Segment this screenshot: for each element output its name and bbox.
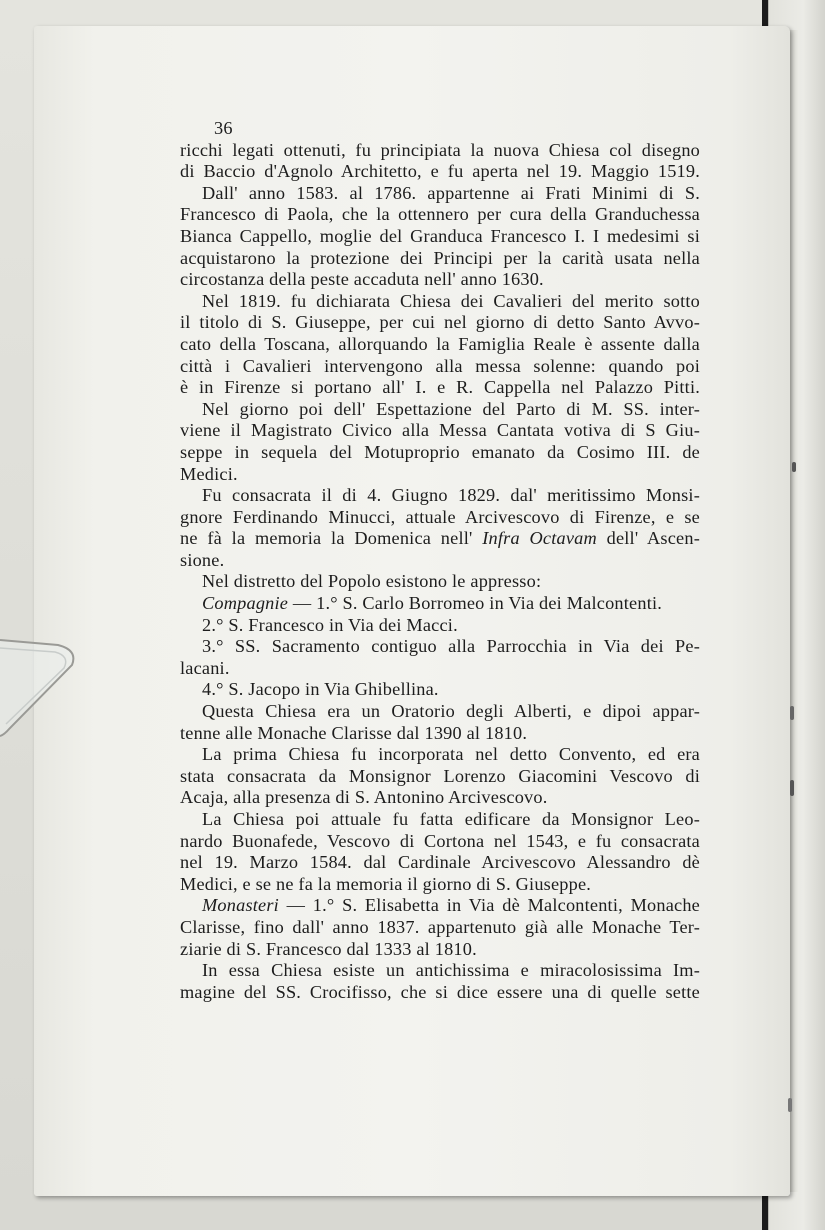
text-line: città i Cavalieri intervengono alla messa solenne: quando poi	[180, 355, 700, 376]
text-line: Bianca Cappello, moglie del Granduca Francesco I. I medesimi si	[180, 225, 700, 246]
text-line: è in Firenze si portano all' I. e R. Cappella nel Palazzo Pitti.	[180, 377, 700, 398]
text-line: ziarie di S. Francesco dal 1333 al 1810.	[180, 938, 477, 959]
text-lines	[180, 140, 700, 1004]
text-line: magine del SS. Crocifisso, che si dice essere una di quelle sette	[180, 981, 700, 1002]
margin-mark	[788, 1098, 792, 1112]
text-line: Questa Chiesa era un Oratorio degli Alberti, e dipoi appar-	[202, 701, 700, 722]
text-line: stata consacrata da Monsignor Lorenzo Giacomini Vescovo di	[180, 765, 700, 786]
text-line: nardo Buonafede, Vescovo di Cortona nel 1543, e fu consacrata	[180, 830, 700, 851]
text-line: Francesco di Paola, che la ottennero per cura della Granduchessa	[180, 204, 700, 225]
text-line: gnore Ferdinando Minucci, attuale Arcivescovo di Firenze, e se	[180, 506, 700, 527]
text-line: cato della Toscana, allorquando la Famiglia Reale è assente dalla	[180, 333, 700, 354]
text-line: nel 19. Marzo 1584. dal Cardinale Arcivescovo Alessandro dè	[180, 852, 700, 873]
text-line: circostanza della peste accaduta nell' anno 1630.	[180, 269, 544, 290]
text-line: La prima Chiesa fu incorporata nel detto Convento, ed era	[202, 744, 700, 765]
text-line: ne fà la memoria la Domenica nell' Infra Octavam dell' Ascen-	[180, 528, 700, 549]
text-line: Fu consacrata il di 4. Giugno 1829. dal' meritissimo Monsi-	[202, 485, 700, 506]
text-line: Dall' anno 1583. al 1786. appartenne ai Frati Minimi di S.	[202, 182, 700, 203]
text-line: Compagnie — 1.° S. Carlo Borromeo in Via dei Malcontenti.	[202, 593, 663, 614]
page-number-line	[214, 118, 233, 140]
text-line: 2.° S. Francesco in Via dei Macci.	[202, 614, 458, 635]
margin-mark	[790, 780, 794, 796]
text-line: il titolo di S. Giuseppe, per cui nel giorno di detto Santo Avvo-	[180, 312, 700, 333]
text-line: Acaja, alla presenza di S. Antonino Arcivescovo.	[180, 787, 548, 808]
text-line: Medici, e se ne fa la memoria il giorno di S. Giuseppe.	[180, 873, 592, 894]
margin-mark	[792, 462, 796, 472]
italic-run: Compagnie	[202, 593, 289, 614]
text-line: 3.° SS. Sacramento contiguo alla Parrocchia in Via dei Pe-	[202, 636, 700, 657]
text-line: di Baccio d'Agnolo Architetto, e fu aperta nel 19. Maggio 1519.	[180, 161, 700, 182]
text-line: viene il Magistrato Civico alla Messa Cantata votiva di S Giu-	[180, 420, 700, 441]
italic-run: Infra Octavam	[482, 528, 597, 549]
text-line: ricchi legati ottenuti, fu principiata la nuova Chiesa col disegno	[180, 139, 700, 160]
text-line: Nel 1819. fu dichiarata Chiesa dei Cavalieri del merito sotto	[202, 290, 700, 311]
page-number: 36	[214, 118, 233, 138]
text-line: Medici.	[180, 463, 238, 484]
text-line: acquistarono la protezione dei Principi per la carità usata nella	[180, 247, 700, 268]
text-line: 4.° S. Jacopo in Via Ghibellina.	[202, 679, 439, 700]
text-line: seppe in sequela del Motuproprio emanato da Cosimo III. de	[180, 441, 700, 462]
text-line: lacani.	[180, 657, 230, 678]
text-line: In essa Chiesa esiste un antichissima e miracolosissima Im-	[202, 960, 700, 981]
text-line: tenne alle Monache Clarisse dal 1390 al 1810.	[180, 722, 528, 743]
text-line: sione.	[180, 549, 225, 570]
text-line: Nel giorno poi dell' Espettazione del Parto di M. SS. inter-	[202, 398, 700, 419]
margin-mark	[790, 706, 794, 720]
text-line: La Chiesa poi attuale fu fatta edificare da Monsignor Leo-	[202, 809, 700, 829]
text-line: Clarisse, fino dall' anno 1837. appartenuto già alle Monache Ter-	[180, 916, 700, 937]
text-line: Nel distretto del Popolo esistono le appresso:	[202, 571, 542, 592]
text-line: Monasteri — 1.° S. Elisabetta in Via dè Malcontenti, Monache	[202, 895, 700, 916]
italic-run: Monasteri	[202, 895, 279, 916]
